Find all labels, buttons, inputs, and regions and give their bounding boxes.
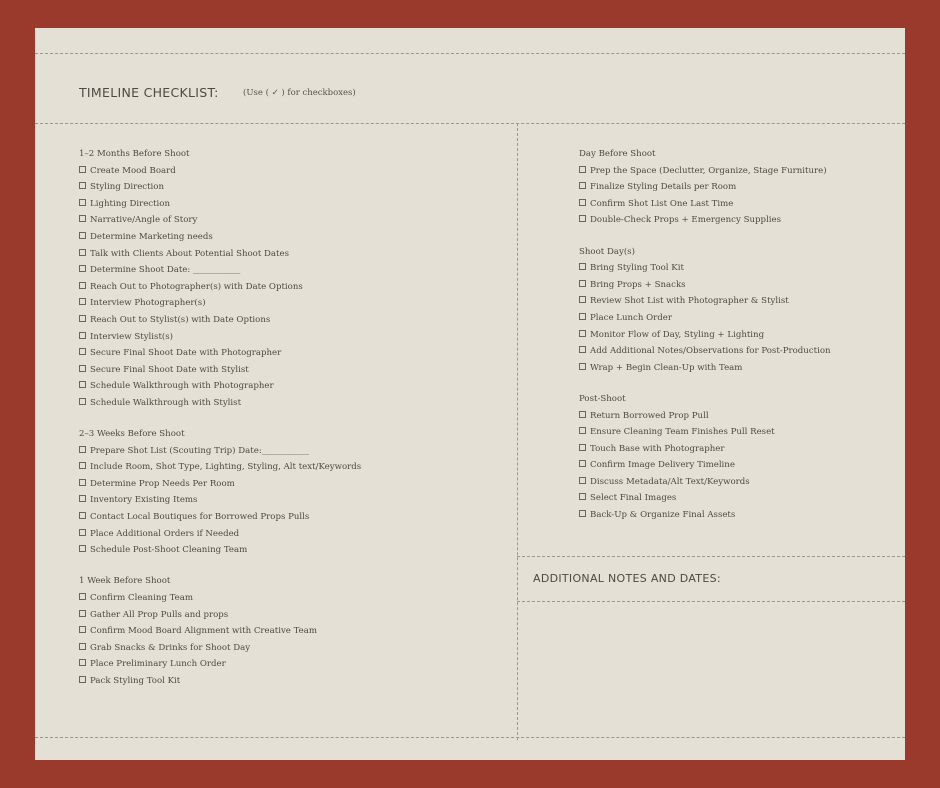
checklist-item-label: Monitor Flow of Day, Styling + Lighting [590,329,765,340]
checkbox[interactable] [579,411,586,418]
left-checklist-column [79,146,361,704]
checkbox[interactable] [79,446,86,453]
checkbox[interactable] [579,166,586,173]
checklist-item [79,262,361,279]
checklist-item-label: Determine Shoot Date: ___________ [90,265,241,276]
checklist-item [79,279,361,296]
notes-top-divider [517,556,905,557]
checklist-item-label: Place Lunch Order [590,312,672,323]
checklist-section [579,244,831,377]
checklist-item-label: Place Preliminary Lunch Order [90,659,226,670]
right-checklist-column [579,146,831,538]
checkbox[interactable] [79,381,86,388]
checkbox[interactable] [579,313,586,320]
checklist-item-label: Return Borrowed Prop Pull [590,410,709,421]
checklist-item-label: Include Room, Shot Type, Lighting, Styling, Alt text/Keywords [90,462,362,473]
checkbox[interactable] [579,510,586,517]
page-title: TIMELINE CHECKLIST: [79,85,219,100]
checklist-item-label: Pack Styling Tool Kit [90,676,181,686]
checklist-item [79,673,361,690]
checkbox[interactable] [79,676,86,683]
checkbox[interactable] [79,348,86,355]
checkbox[interactable] [79,495,86,502]
checkbox[interactable] [79,593,86,600]
checklist-section [579,146,831,229]
column-divider [517,123,518,740]
checklist-item [79,509,361,526]
checklist-item [79,640,361,657]
checklist-item-label: Reach Out to Photographer(s) with Date Options [90,281,303,292]
checklist-item-label: Secure Final Shoot Date with Photographer [90,348,282,359]
notes-header-divider [517,601,905,602]
checklist-item [579,507,831,524]
checklist-item-label: Narrative/Angle of Story [90,215,198,226]
checkbox[interactable] [579,280,586,287]
checklist-item [79,212,361,229]
checkbox[interactable] [79,643,86,650]
checklist-item [79,476,361,493]
checkbox[interactable] [79,545,86,552]
checkbox[interactable] [579,182,586,189]
checklist-item [579,196,831,213]
checkbox[interactable] [79,265,86,272]
checklist-section [579,391,831,524]
checklist-item-label: Styling Direction [90,182,165,193]
header-divider [35,123,905,124]
checklist-item-label: Prep the Space (Declutter, Organize, Stage Furniture) [590,165,827,176]
checklist-page [35,28,905,760]
checklist-item-label: Review Shot List with Photographer & Stylist [590,296,789,307]
checkbox[interactable] [79,332,86,339]
checkbox[interactable] [79,282,86,289]
checklist-item-label: Schedule Walkthrough with Photographer [90,381,274,392]
checkbox[interactable] [579,215,586,222]
checkbox[interactable] [579,296,586,303]
checklist-item-label: Back-Up & Organize Final Assets [590,510,736,521]
checkbox[interactable] [79,249,86,256]
checkbox[interactable] [79,479,86,486]
checklist-item [79,329,361,346]
checkbox[interactable] [579,493,586,500]
checklist-item-label: Contact Local Boutiques for Borrowed Props Pulls [90,512,310,523]
checklist-item [79,526,361,543]
checklist-item [79,590,361,607]
checklist-item [79,345,361,362]
checklist-item [79,395,361,412]
checklist-item-label: Talk with Clients About Potential Shoot Dates [90,248,289,259]
checkbox[interactable] [79,182,86,189]
checkbox[interactable] [579,477,586,484]
checklist-item [579,441,831,458]
checkbox[interactable] [79,462,86,469]
checklist-item-label: Place Additional Orders if Needed [90,528,240,539]
checklist-item-label: Confirm Cleaning Team [90,593,194,604]
checklist-item [79,179,361,196]
checklist-item-label: Gather All Prop Pulls and props [90,609,229,620]
checklist-item-label: Schedule Walkthrough with Stylist [90,397,242,408]
checklist-item [579,424,831,441]
checklist-item-label: Secure Final Shoot Date with Stylist [90,364,249,375]
checkbox[interactable] [79,610,86,617]
checklist-section [79,426,361,559]
section-title: 2–3 Weeks Before Shoot [79,429,185,440]
checklist-item-label: Confirm Image Delivery Timeline [590,460,735,471]
checklist-item-label: Prepare Shot List (Scouting Trip) Date:___________ [90,445,309,456]
checklist-item [79,492,361,509]
checklist-item [579,408,831,425]
checklist-item-label: Lighting Direction [90,198,171,209]
checklist-item [79,196,361,213]
checkbox[interactable] [579,363,586,370]
checklist-item [579,277,831,294]
checklist-item [579,457,831,474]
checklist-item [579,343,831,360]
checkbox[interactable] [579,460,586,467]
notes-title: ADDITIONAL NOTES AND DATES: [533,572,721,585]
checklist-item [79,443,361,460]
checklist-item-label: Confirm Mood Board Alignment with Creative Team [90,626,318,637]
checklist-item-label: Touch Base with Photographer [590,443,725,454]
top-divider [35,53,905,54]
checklist-item-label: Finalize Styling Details per Room [590,182,737,193]
checklist-item [579,360,831,377]
checklist-item-label: Inventory Existing Items [90,495,198,506]
checklist-item [579,293,831,310]
checkbox[interactable] [79,199,86,206]
checkbox[interactable] [79,298,86,305]
checkbox[interactable] [79,215,86,222]
checklist-item-label: Reach Out to Stylist(s) with Date Options [90,314,271,325]
checkbox[interactable] [79,315,86,322]
checklist-item [579,179,831,196]
checklist-item [79,163,361,180]
section-title: 1 Week Before Shoot [79,576,171,587]
section-title: Day Before Shoot [579,149,656,159]
checklist-item [79,312,361,329]
checkbox[interactable] [79,659,86,666]
checklist-item [79,246,361,263]
checklist-item-label: Create Mood Board [90,165,176,176]
section-title: Post-Shoot [579,393,626,404]
checklist-item [579,327,831,344]
checklist-item-label: Bring Props + Snacks [590,279,686,290]
checklist-item-label: Determine Marketing needs [90,231,213,242]
checklist-item [79,607,361,624]
checklist-item [579,490,831,507]
checklist-item [79,229,361,246]
checklist-item [79,362,361,379]
checklist-item [79,378,361,395]
bottom-divider [35,737,905,738]
checklist-item-label: Interview Photographer(s) [90,298,206,309]
checkbox-hint: (Use ( ✓ ) for checkboxes) [243,88,356,98]
checklist-section [79,573,361,689]
checklist-item [579,310,831,327]
checkbox[interactable] [79,512,86,519]
checkbox[interactable] [79,365,86,372]
checklist-item [79,542,361,559]
checklist-item [79,656,361,673]
section-title: Shoot Day(s) [579,246,635,257]
checklist-item-label: Bring Styling Tool Kit [590,263,684,274]
checklist-item [579,212,831,229]
checklist-item [79,459,361,476]
checklist-item [79,623,361,640]
checkbox[interactable] [79,166,86,173]
checklist-item [579,260,831,277]
checkbox[interactable] [579,346,586,353]
checklist-item-label: Determine Prop Needs Per Room [90,478,235,489]
checklist-item-label: Schedule Post-Shoot Cleaning Team [90,545,248,556]
section-title: 1–2 Months Before Shoot [79,149,190,159]
checkbox[interactable] [79,232,86,239]
checkbox[interactable] [79,529,86,536]
checklist-item-label: Double-Check Props + Emergency Supplies [590,215,781,226]
checkbox[interactable] [579,330,586,337]
checkbox[interactable] [579,427,586,434]
checkbox[interactable] [579,444,586,451]
checklist-item-label: Grab Snacks & Drinks for Shoot Day [90,642,251,653]
checkbox[interactable] [79,398,86,405]
checklist-item [579,474,831,491]
checklist-item-label: Wrap + Begin Clean-Up with Team [590,362,743,373]
checkbox[interactable] [579,199,586,206]
checklist-item-label: Discuss Metadata/Alt Text/Keywords [590,476,750,487]
checklist-item [579,163,831,180]
checklist-section [79,146,361,412]
checkbox[interactable] [79,626,86,633]
checklist-item [79,295,361,312]
checklist-item-label: Interview Stylist(s) [90,331,174,342]
checkbox[interactable] [579,263,586,270]
checklist-item-label: Add Additional Notes/Observations for Post-Production [590,346,831,357]
checklist-item-label: Select Final Images [590,493,677,504]
checklist-item-label: Ensure Cleaning Team Finishes Pull Reset [590,427,775,438]
checklist-item-label: Confirm Shot List One Last Time [590,198,734,209]
